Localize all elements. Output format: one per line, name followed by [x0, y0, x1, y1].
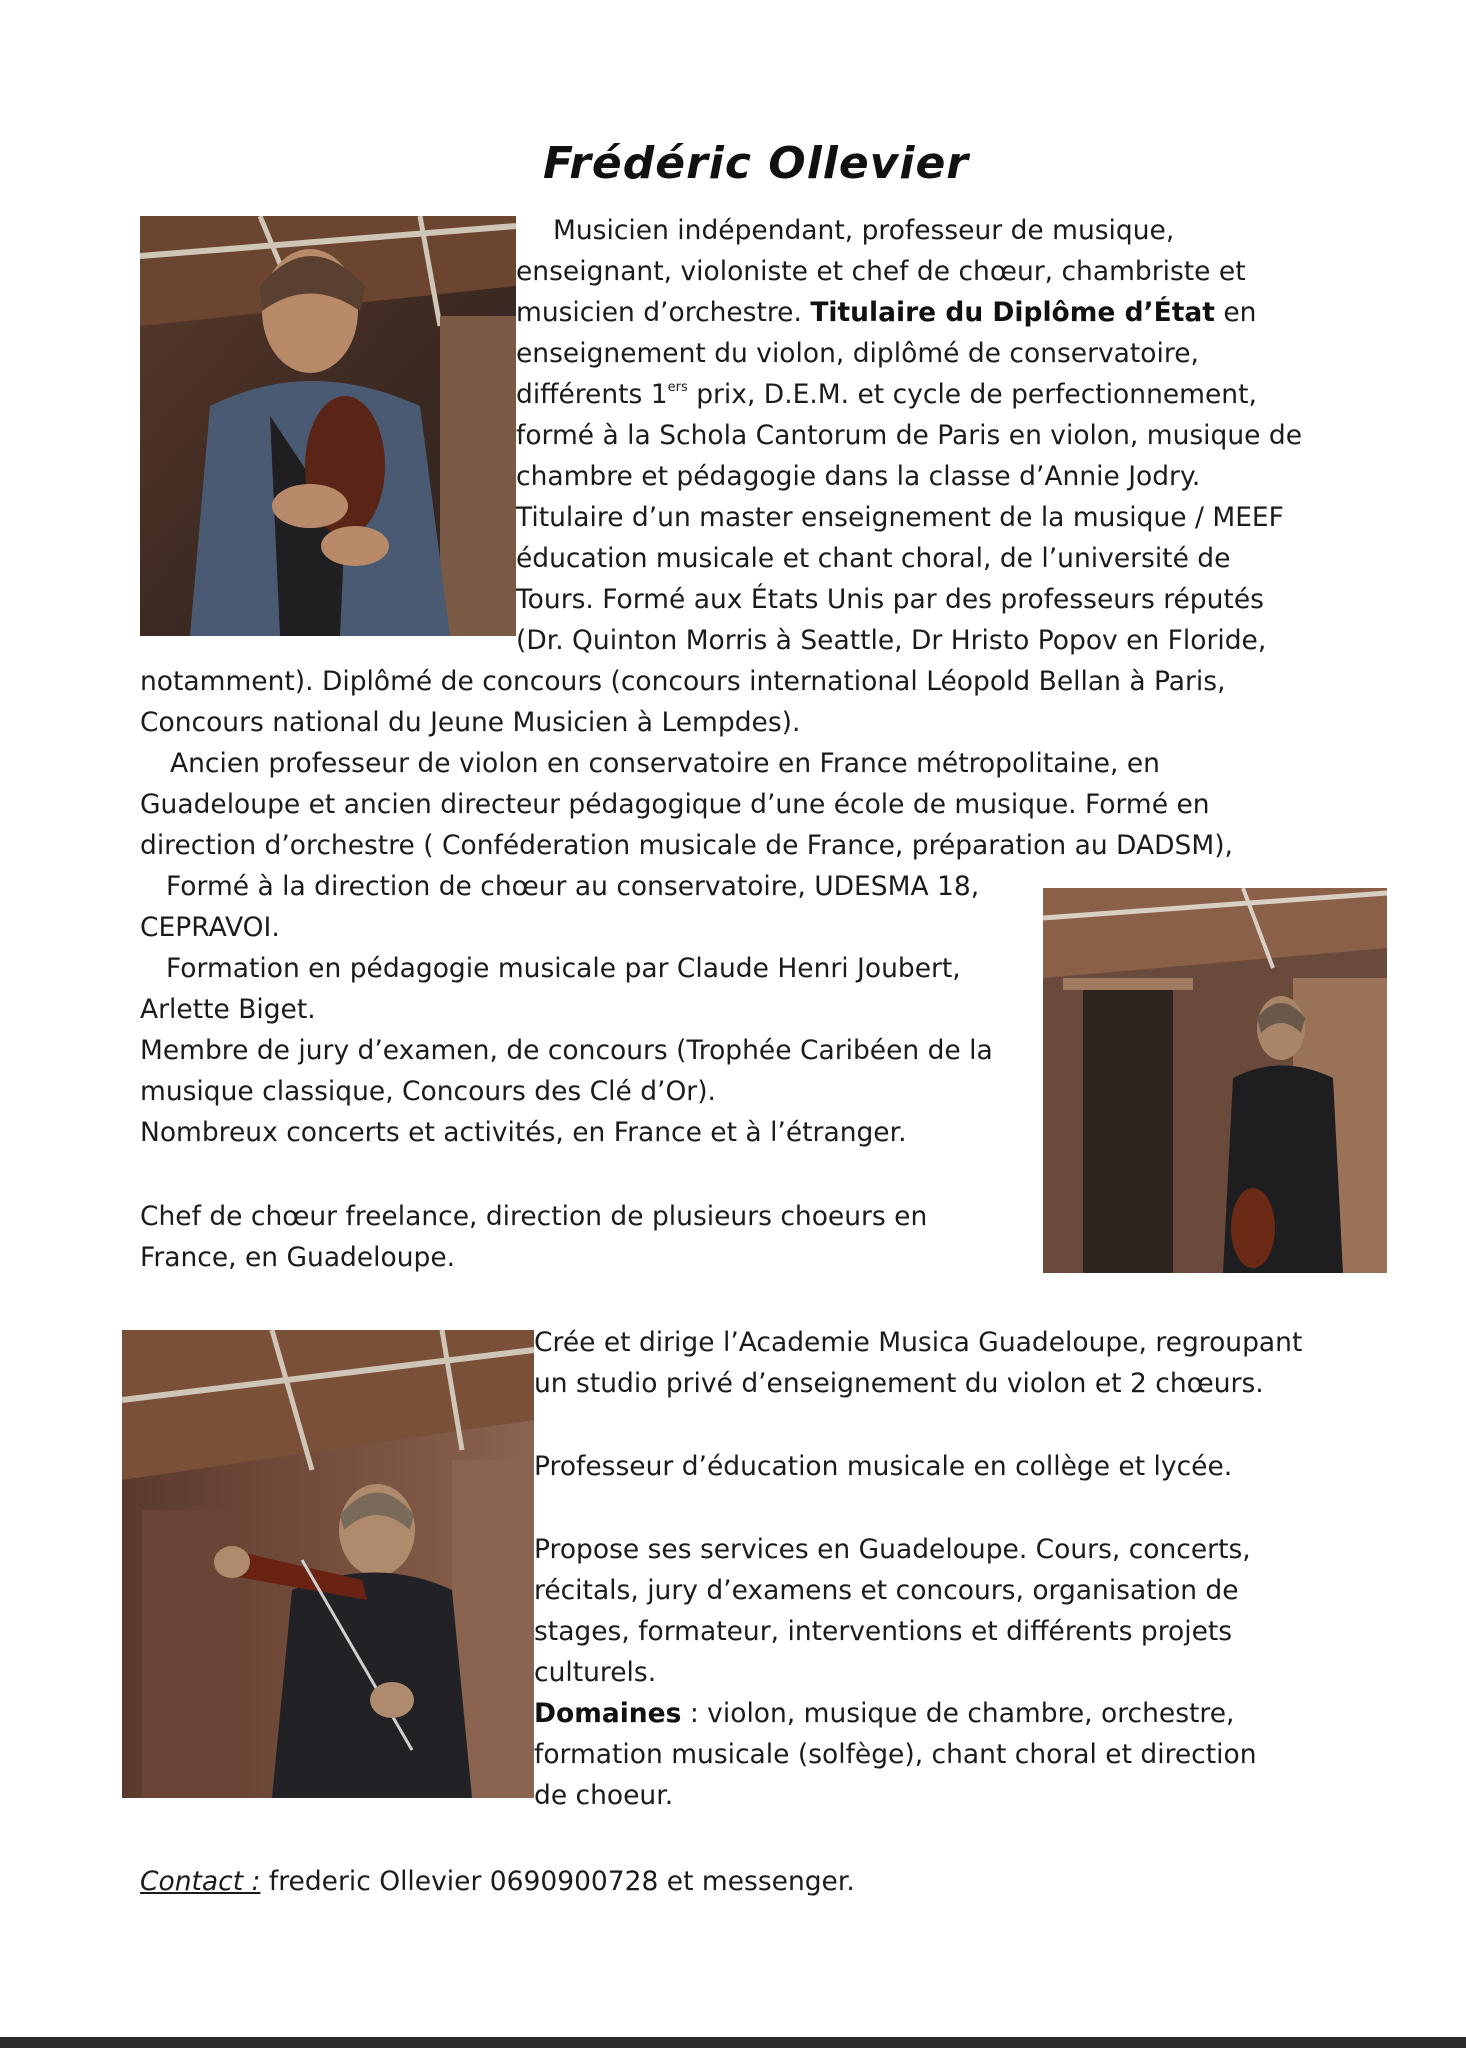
activity-line: récitals, jury d’examens et concours, organisation de [534, 1575, 1239, 1606]
activity-line: formation musicale (solfège), chant choral et direction [534, 1739, 1257, 1770]
bio-line: Musicien indépendant, professeur de musique, [553, 215, 1175, 246]
domaines-label: Domaines [534, 1698, 682, 1729]
photo-playing-violin [122, 1330, 534, 1798]
bio-line: CEPRAVOI. [140, 912, 280, 943]
activity-line: un studio privé d’enseignement du violon et 2 chœurs. [534, 1368, 1264, 1399]
bio-line: Arlette Biget. [140, 994, 316, 1025]
bio-line: Membre de jury d’examen, de concours (Trophée Caribéen de la [140, 1035, 993, 1066]
bio-line: direction d’orchestre ( Conféderation musicale de France, préparation au DADSM), [140, 830, 1233, 861]
contact-line [140, 1861, 855, 1902]
bio-line: musicien d’orchestre. Titulaire du Diplôme d’État en [516, 297, 1257, 328]
bio-line: Nombreux concerts et activités, en France et à l’étranger. [140, 1117, 907, 1148]
photo-standing-with-violin [1043, 888, 1387, 1273]
bio-line: (Dr. Quinton Morris à Seattle, Dr Hristo Popov en Floride, [516, 625, 1267, 656]
activity-line: de choeur. [534, 1780, 674, 1811]
bio-line: formé à la Schola Cantorum de Paris en violon, musique de [516, 420, 1303, 451]
activity-line: culturels. [534, 1657, 657, 1688]
bio-line: Titulaire d’un master enseignement de la musique / MEEF [516, 502, 1284, 533]
bio-line: Chef de chœur freelance, direction de plusieurs choeurs en [140, 1201, 928, 1232]
photo-portrait-with-violin [140, 216, 516, 636]
bio-line: musique classique, Concours des Clé d’Or). [140, 1076, 716, 1107]
bio-line: Concours national du Jeune Musicien à Lempdes). [140, 707, 801, 738]
bio-line: Tours. Formé aux États Unis par des professeurs réputés [516, 584, 1264, 615]
contact-text: frederic Ollevier 0690900728 et messenger. [260, 1866, 855, 1897]
activity-line: Propose ses services en Guadeloupe. Cours, concerts, [534, 1534, 1251, 1565]
bio-line: Formation en pédagogie musicale par Claude Henri Joubert, [166, 953, 961, 984]
bio-line: Formé à la direction de chœur au conservatoire, UDESMA 18, [166, 871, 980, 902]
bio-line: Guadeloupe et ancien directeur pédagogique d’une école de musique. Formé en [140, 789, 1210, 820]
bio-line: enseignant, violoniste et chef de chœur, chambriste et [516, 256, 1246, 287]
bio-line: éducation musicale et chant choral, de l’université de [516, 543, 1231, 574]
bio-line: France, en Guadeloupe. [140, 1242, 456, 1273]
footer-divider [0, 2037, 1466, 2048]
page-title: Frédéric Ollevier [543, 138, 969, 189]
bio-line: Ancien professeur de violon en conservatoire en France métropolitaine, en [170, 748, 1160, 779]
bio-line: chambre et pédagogie dans la classe d’Annie Jodry. [516, 461, 1201, 492]
bio-line: enseignement du violon, diplômé de conservatoire, [516, 338, 1199, 369]
activity-line: Professeur d’éducation musicale en collège et lycée. [534, 1451, 1233, 1482]
bio-line: différents 1ers prix, D.E.M. et cycle de perfectionnement, [516, 379, 1257, 410]
bio-line: notamment). Diplômé de concours (concours international Léopold Bellan à Paris, [140, 666, 1226, 697]
activity-line: Domaines : violon, musique de chambre, orchestre, [534, 1698, 1235, 1729]
contact-label: Contact : [140, 1866, 261, 1897]
activity-line: Crée et dirige l’Academie Musica Guadeloupe, regroupant [534, 1327, 1303, 1358]
diploma-highlight: Titulaire du Diplôme d’État [810, 297, 1215, 328]
activity-line: stages, formateur, interventions et différents projets [534, 1616, 1233, 1647]
